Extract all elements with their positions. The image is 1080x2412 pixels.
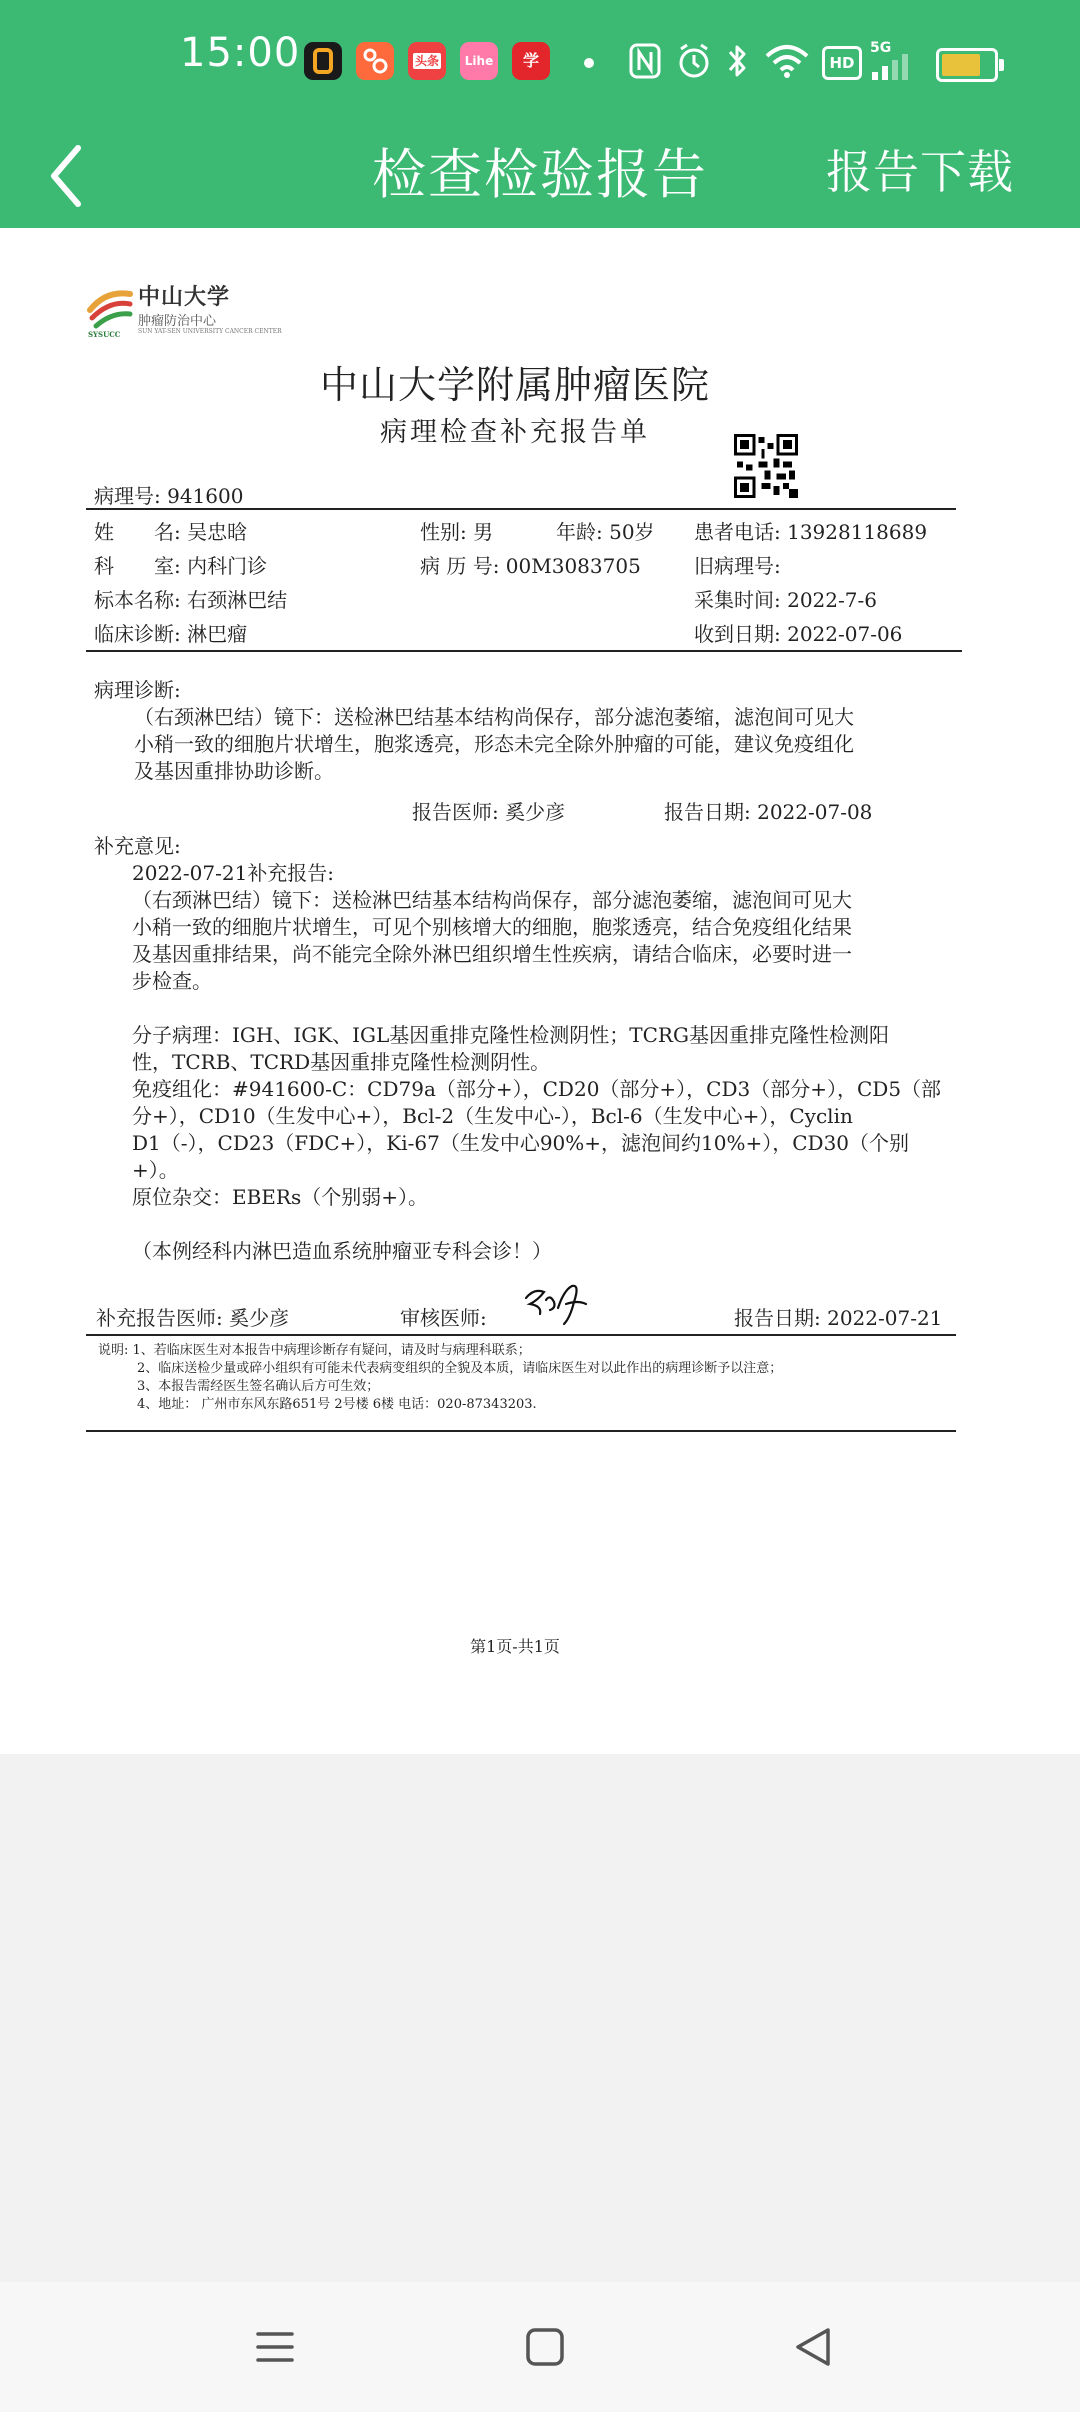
supplement-doctor: 补充报告医师: 奚少彦: [96, 1306, 290, 1330]
patient-phone: 患者电话: 13928118689: [694, 520, 928, 544]
supplement-line: [132, 995, 941, 1022]
supplement-line: 分+），CD10（生发中心+），Bcl-2（生发中心-），Bcl-6（生发中心+），Cyclin: [132, 1104, 853, 1128]
diagnosis-date: 报告日期: 2022-07-08: [664, 800, 873, 824]
logo-subtitle: 肿瘤防治中心: [138, 314, 217, 329]
alarm-icon: [676, 42, 712, 80]
supplement-line: 免疫组化：#941600-C：CD79a（部分+），CD20（部分+），CD3（部分+），CD5（部: [132, 1077, 942, 1101]
report-notes: [98, 1342, 782, 1414]
receive-date: 收到日期: 2022-07-06: [694, 622, 903, 646]
home-icon: [510, 2312, 580, 2382]
page-indicator: 第1页-共1页: [470, 1637, 560, 1656]
supplement-line: D1（-），CD23（FDC+），Ki-67（生发中心90%+，滤泡间约10%+），CD30（个别: [132, 1131, 910, 1155]
reviewer-signature: [520, 1278, 600, 1332]
report-download-button[interactable]: 报告下载: [826, 145, 1014, 199]
divider-top: [86, 508, 956, 510]
diagnosis-doctor: 报告医师: 奚少彦: [412, 800, 566, 824]
old-pathology-number: 旧病理号:: [694, 554, 781, 578]
notification-dot: [584, 58, 594, 68]
app-icon-5: 学: [512, 42, 550, 80]
hd-icon: HD: [822, 46, 862, 80]
medical-record-number: 病 历 号: 00M3083705: [420, 554, 641, 578]
wifi-icon: [764, 42, 810, 80]
logo-title: 中山大学: [138, 284, 231, 310]
reviewer-label: 审核医师:: [400, 1306, 487, 1330]
patient-name: 姓 名: 吴忠晗: [94, 520, 248, 544]
supplement-line: （本例经科内淋巴造血系统肿瘤亚专科会诊！）: [132, 1239, 552, 1263]
supplement-date: 报告日期: 2022-07-21: [734, 1306, 943, 1330]
note-line: 2、临床送检少量或碎小组织有可能未代表病变组织的全貌及本质，请临床医生对以此作出的病理诊断予以注意；: [98, 1361, 783, 1376]
app-icon-1: [304, 42, 342, 80]
app-header: [0, 0, 1080, 228]
hospital-name: 中山大学附属肿瘤医院: [319, 363, 710, 407]
system-back-button[interactable]: [778, 2312, 848, 2382]
app-icon-3: 头条: [408, 42, 446, 80]
supplement-line: 2022-07-21补充报告:: [132, 861, 335, 885]
system-navigation-bar: [0, 2282, 1080, 2412]
triangle-back-icon: [778, 2312, 848, 2382]
collection-time: 采集时间: 2022-7-6: [694, 588, 877, 612]
hospital-logo: [86, 280, 282, 344]
battery-icon: [936, 48, 998, 82]
bluetooth-icon: [724, 42, 750, 80]
clinical-diagnosis: 临床诊断: 淋巴瘤: [94, 622, 248, 646]
title-bar: [0, 126, 1080, 228]
nfc-icon: [628, 42, 662, 80]
supplement-line: （右颈淋巴结）镜下：送检淋巴结基本结构尚保存，部分滤泡萎缩，滤泡间可见大: [132, 888, 852, 912]
network-label: 5G: [870, 40, 892, 56]
diagnosis-line: （右颈淋巴结）镜下：送检淋巴结基本结构尚保存，部分滤泡萎缩，滤泡间可见大: [134, 705, 854, 729]
diagnosis-line: 小稍一致的细胞片状增生，胞浆透亮，形态未完全除外肿瘤的可能，建议免疫组化: [134, 732, 854, 756]
report-title: 病理检查补充报告单: [380, 417, 650, 448]
patient-age: 年龄: 50岁: [556, 520, 655, 544]
diagnosis-text: [134, 704, 854, 785]
specimen-name: 标本名称: 右颈淋巴结: [94, 588, 288, 612]
qr-code: [734, 434, 798, 498]
note-line: 说明: 1、若临床医生对本报告中病理诊断存有疑问，请及时与病理科联系；: [98, 1343, 531, 1358]
supplement-line: 性，TCRB、TCRD基因重排克隆性检测阴性。: [132, 1050, 551, 1074]
note-line: 4、地址： 广州市东风东路651号 2号楼 6楼 电话：020-87343203.: [98, 1397, 537, 1412]
department: 科 室: 内科门诊: [94, 554, 268, 578]
menu-icon: [240, 2312, 310, 2382]
diagnosis-heading: 病理诊断:: [94, 678, 181, 702]
logo-code: SYSUCC: [88, 330, 121, 339]
status-time: 15:00: [180, 30, 301, 76]
patient-gender: 性别: 男: [420, 520, 494, 544]
pathology-number: 病理号: 941600: [94, 484, 244, 508]
app-icon-2: [356, 42, 394, 80]
divider-signature: [86, 1334, 956, 1336]
supplement-line: +）。: [132, 1158, 179, 1182]
divider-info: [86, 650, 962, 652]
page-title: 检查检验报告: [372, 143, 708, 206]
divider-bottom: [86, 1430, 956, 1432]
status-bar: [0, 0, 1080, 126]
report-document: [0, 228, 1080, 1754]
supplement-line: [132, 1211, 941, 1238]
logo-english: SUN YAT-SEN UNIVERSITY CANCER CENTER: [138, 328, 282, 335]
recents-button[interactable]: [240, 2312, 310, 2382]
signal-icon: [870, 52, 924, 80]
supplement-line: 原位杂交：EBERs（个别弱+）。: [132, 1185, 428, 1209]
diagnosis-line: 及基因重排协助诊断。: [134, 759, 334, 783]
app-icon-4: Lihe: [460, 42, 498, 80]
supplement-line: 分子病理：IGH、IGK、IGL基因重排克隆性检测阴性；TCRG基因重排克隆性检测阳: [132, 1023, 889, 1047]
supplement-line: 小稍一致的细胞片状增生，可见个别核增大的细胞，胞浆透亮，结合免疫组化结果: [132, 915, 852, 939]
hospital-logo-emblem: [86, 280, 136, 330]
note-line: 3、本报告需经医生签名确认后方可生效；: [98, 1379, 380, 1394]
home-button[interactable]: [510, 2312, 580, 2382]
supplement-line: 步检查。: [132, 969, 212, 993]
supplement-heading: 补充意见:: [94, 834, 181, 858]
supplement-line: 及基因重排结果，尚不能完全除外淋巴组织增生性疾病，请结合临床，必要时进一: [132, 942, 852, 966]
supplement-text: [132, 860, 941, 1265]
